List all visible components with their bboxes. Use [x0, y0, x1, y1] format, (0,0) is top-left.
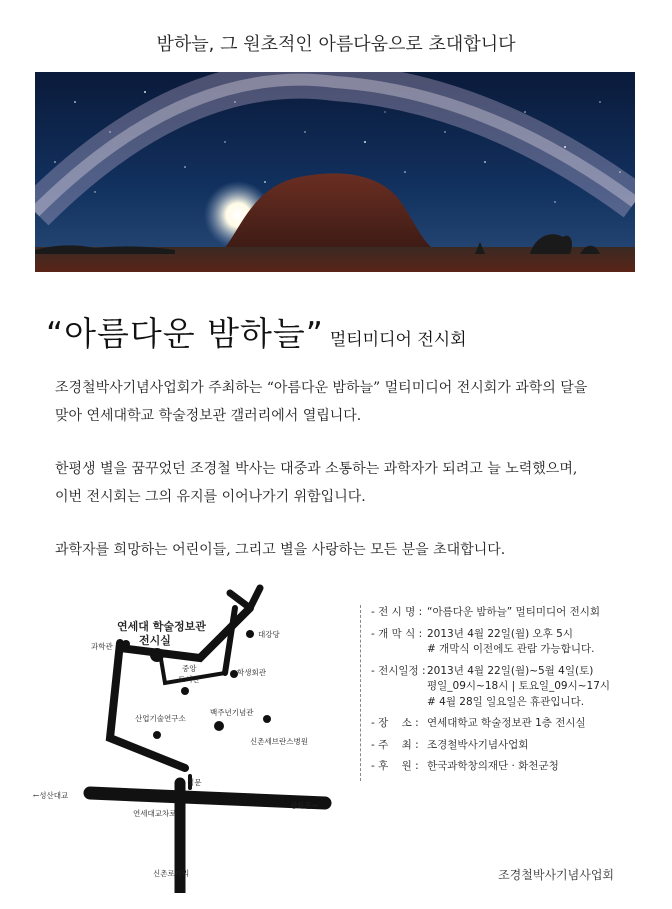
- info-row: [371, 627, 661, 658]
- map-label-main-gate: 정문: [187, 778, 202, 787]
- hero-image: [35, 72, 635, 272]
- info-label: - 전 시 명 :: [371, 606, 423, 618]
- paragraph-line: 조경철박사기념사업회가 주최하는 “아름다운 밤하늘” 멀티미디어 전시회가 과학의 달을: [55, 380, 588, 396]
- legacy-paragraph: [55, 455, 635, 511]
- info-value: 평일_09시~18시 | 토요일_09시~17시: [427, 680, 611, 692]
- info-values: [427, 605, 661, 621]
- severance-marker: [263, 715, 271, 723]
- centennial-marker: [214, 721, 224, 731]
- auditorium-marker: [246, 630, 254, 638]
- paragraph-line: 과학자를 희망하는 어린이들, 그리고 별을 사랑하는 모든 분을 초대합니다.: [55, 542, 506, 558]
- paragraph-line: 한평생 별을 꿈꾸었던 조경철 박사는 대중과 소통하는 과학자가 되려고 늘 노력했으며,: [55, 461, 578, 477]
- map-label-science-hall: 과학관: [91, 642, 113, 651]
- map-label-centennial: 백주년기념관: [210, 708, 254, 717]
- map-label-sinchon: 신촌로터리: [153, 869, 190, 878]
- exhibition-title: “아름다운 밤하늘”: [46, 314, 324, 353]
- map-venue-label-1: 연세대 학술정보관: [117, 620, 206, 633]
- map-road-east: [225, 608, 235, 673]
- exhibition-heading: [46, 308, 467, 355]
- info-value: 한국과학창의재단 · 화천군청: [427, 760, 559, 772]
- map-label-severance: 신촌세브란스병원: [250, 737, 308, 746]
- info-value: 2013년 4월 22일(월)~5월 4일(토): [427, 664, 594, 677]
- info-label: - 후 원 :: [371, 760, 419, 772]
- page-title: 밤하늘, 그 원초적인 아름다움으로 초대합니다: [156, 34, 516, 55]
- map-road-west: [110, 643, 185, 768]
- night-sky-photo: [35, 72, 635, 272]
- map-label-research: 산업기술연구소: [135, 714, 186, 723]
- info-value: “아름다운 밤하늘” 멀티미디어 전시회: [427, 606, 601, 618]
- map-label-auditorium: 대강당: [258, 630, 280, 639]
- info-value: 2013년 4월 22일(월) 오후 5시: [427, 627, 573, 640]
- exhibition-info: [360, 605, 661, 781]
- invitation-paragraph: [55, 536, 635, 564]
- info-label: - 개 막 식 :: [371, 627, 423, 640]
- map-road-fork: [230, 588, 260, 608]
- map-label-yonsei-road: 연세대교차로: [133, 809, 177, 818]
- info-values: [427, 759, 661, 775]
- info-label: - 전시일정 :: [371, 664, 426, 677]
- map-label-library-2: 도서관: [178, 675, 200, 684]
- info-value: # 개막식 이전에도 관람 가능합니다.: [427, 643, 595, 655]
- info-values: [427, 664, 661, 711]
- info-values: [427, 716, 661, 732]
- intro-paragraph: [55, 374, 635, 430]
- info-value: 조경철박사기념사업회: [427, 738, 529, 751]
- info-label: - 장 소 :: [371, 717, 419, 729]
- library-marker: [181, 687, 189, 695]
- exhibition-subtitle: 멀티미디어 전시회: [329, 330, 467, 350]
- map-label-gwanghwamun: 광화문→: [290, 801, 319, 810]
- venue-marker: [150, 648, 164, 662]
- campus-map-drawing: [25, 578, 355, 893]
- map-venue-label-2: 전시실: [139, 634, 171, 647]
- map-label-student-hall: 학생회관: [237, 668, 266, 677]
- map-label-library-1: 중앙: [182, 664, 197, 673]
- science-hall-marker: [122, 640, 130, 648]
- info-value: 연세대학교 학술정보관 1층 전시실: [427, 717, 586, 729]
- info-value: # 4월 28일 일요일은 휴관입니다.: [427, 695, 585, 708]
- campus-map: [25, 578, 355, 893]
- info-values: [427, 738, 661, 754]
- info-row: [371, 605, 661, 621]
- info-row: [371, 738, 661, 754]
- map-label-seongsan: ←성산대교: [33, 791, 69, 800]
- research-marker: [153, 731, 161, 739]
- paragraph-line: 맞아 연세대학교 학술정보관 갤러리에서 열립니다.: [55, 408, 362, 424]
- organizer-footer: 조경철박사기념사업회: [498, 868, 614, 882]
- info-row: [371, 759, 661, 775]
- info-row: [371, 716, 661, 732]
- info-label: - 주 최 :: [371, 738, 419, 751]
- info-values: [427, 627, 661, 658]
- paragraph-line: 이번 전시회는 그의 유지를 이어나가기 위함입니다.: [55, 489, 366, 505]
- info-row: [371, 664, 661, 711]
